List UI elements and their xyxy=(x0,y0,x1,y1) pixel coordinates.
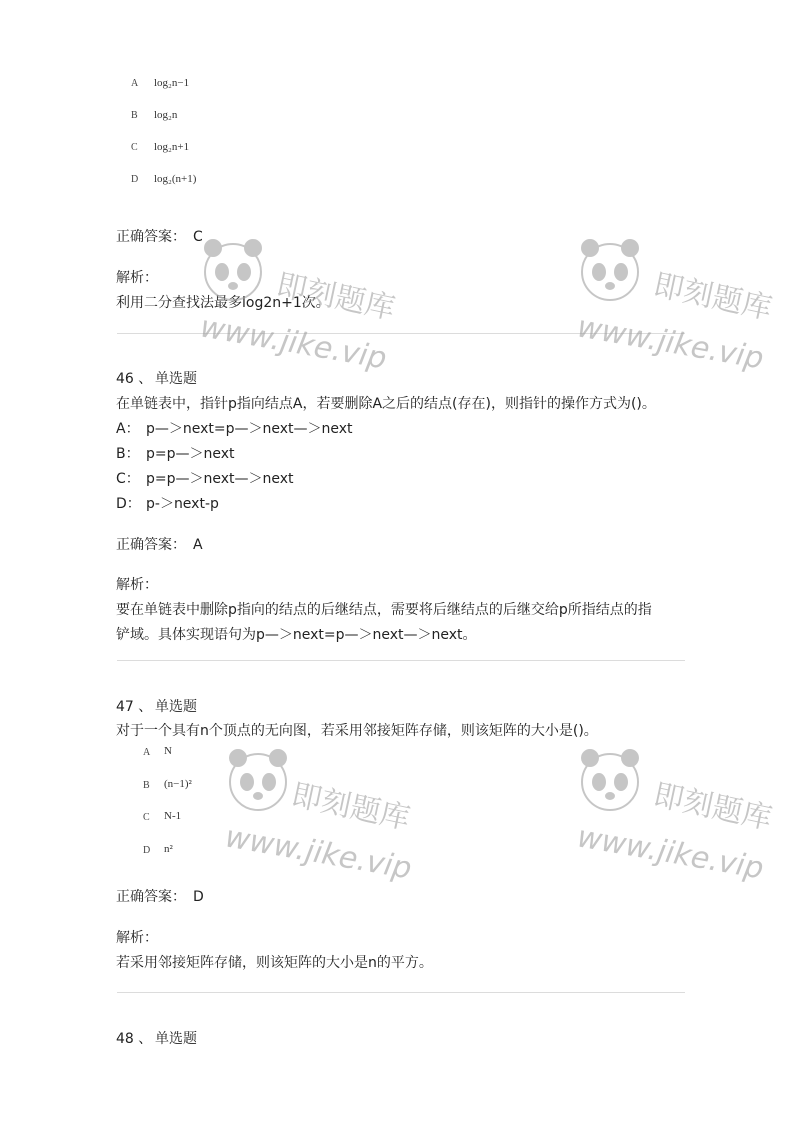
q47-option-a-label: A xyxy=(143,747,151,758)
q45-answer-value: C xyxy=(193,229,203,245)
q47-analysis-text: 若采用邻接矩阵存储，则该矩阵的大小是n的平方。 xyxy=(116,955,433,971)
watermark xyxy=(220,742,430,887)
q47-analysis-label: 解析： xyxy=(116,930,158,946)
section-divider xyxy=(117,660,685,661)
q46-answer-label: 正确答案： xyxy=(116,537,186,553)
q46-analysis-label: 解析： xyxy=(116,577,158,593)
watermark-url: www.jike.vip xyxy=(222,819,415,887)
q46-option-a-text: p—＞next=p—＞next—＞next xyxy=(146,421,353,437)
q45-option-b-text: log₂n xyxy=(154,109,178,121)
q46-question: 在单链表中，指针p指向结点A，若要删除A之后的结点(存在)，则指针的操作方式为()。 xyxy=(116,396,656,412)
q45-option-d-label: D xyxy=(131,174,139,185)
q47-answer-value: D xyxy=(193,889,204,905)
q45-option-d-text: log₂(n+1) xyxy=(154,173,197,185)
q48-number: 48 、 xyxy=(116,1031,153,1047)
q46-analysis-line1: 要在单链表中删除p指向的结点的后继结点，需要将后继结点的后继交给p所指结点的指 xyxy=(116,602,652,618)
panda-logo-icon xyxy=(582,750,638,810)
q47-option-b-text: (n−1)² xyxy=(164,778,192,790)
panda-logo-icon xyxy=(205,240,261,300)
q45-option-b-label: B xyxy=(131,110,138,121)
q47-option-d-text: n² xyxy=(164,843,173,855)
q47-option-a-text: N xyxy=(164,745,172,757)
q46-option-b-text: p=p—＞next xyxy=(146,446,235,462)
q45-option-a-text: log₂n−1 xyxy=(154,77,190,89)
watermark-url: www.jike.vip xyxy=(574,819,767,887)
q45-analysis-label: 解析： xyxy=(116,270,158,286)
q47-option-d-label: D xyxy=(143,845,151,856)
q48-type: 单选题 xyxy=(155,1031,197,1047)
watermark xyxy=(572,742,775,887)
q46-option-c-text: p=p—＞next—＞next xyxy=(146,471,294,487)
q47-option-c-label: C xyxy=(143,812,150,823)
q46-number: 46 、 xyxy=(116,371,153,387)
q45-option-c-label: C xyxy=(131,142,138,153)
watermark-brand: 即刻题库 xyxy=(650,267,775,327)
section-divider xyxy=(117,333,685,334)
q47-type: 单选题 xyxy=(155,699,197,715)
q46-answer-value: A xyxy=(193,537,203,553)
section-divider xyxy=(117,992,685,993)
watermark-url: www.jike.vip xyxy=(197,309,390,377)
q45-option-c-text: log₂n+1 xyxy=(154,141,190,153)
panda-logo-icon xyxy=(582,240,638,300)
q46-option-a-label: A： xyxy=(116,421,140,437)
watermark-brand: 即刻题库 xyxy=(650,777,775,837)
watermark-url: www.jike.vip xyxy=(574,309,767,377)
q47-answer-label: 正确答案： xyxy=(116,889,186,905)
q47-question: 对于一个具有n个顶点的无向图，若采用邻接矩阵存储，则该矩阵的大小是()。 xyxy=(116,723,598,739)
q46-type: 单选题 xyxy=(155,371,197,387)
watermark-brand: 即刻题库 xyxy=(288,777,413,837)
q46-option-d-label: D： xyxy=(116,496,141,512)
q46-analysis-line2: 铲域。具体实现语句为p—＞next=p—＞next—＞next。 xyxy=(116,627,477,643)
watermark xyxy=(572,232,775,377)
q46-option-c-label: C： xyxy=(116,471,140,487)
q47-option-c-text: N-1 xyxy=(164,810,182,822)
watermark-brand: 即刻题库 xyxy=(273,267,398,327)
q47-option-b-label: B xyxy=(143,780,150,791)
q45-answer-label: 正确答案： xyxy=(116,229,186,245)
panda-logo-icon xyxy=(230,750,286,810)
q46-option-d-text: p-＞next-p xyxy=(146,496,219,512)
q46-option-b-label: B： xyxy=(116,446,140,462)
q45-option-a-label: A xyxy=(131,78,139,89)
q47-number: 47 、 xyxy=(116,699,153,715)
q45-analysis-text: 利用二分查找法最多log2n+1次。 xyxy=(116,295,330,311)
